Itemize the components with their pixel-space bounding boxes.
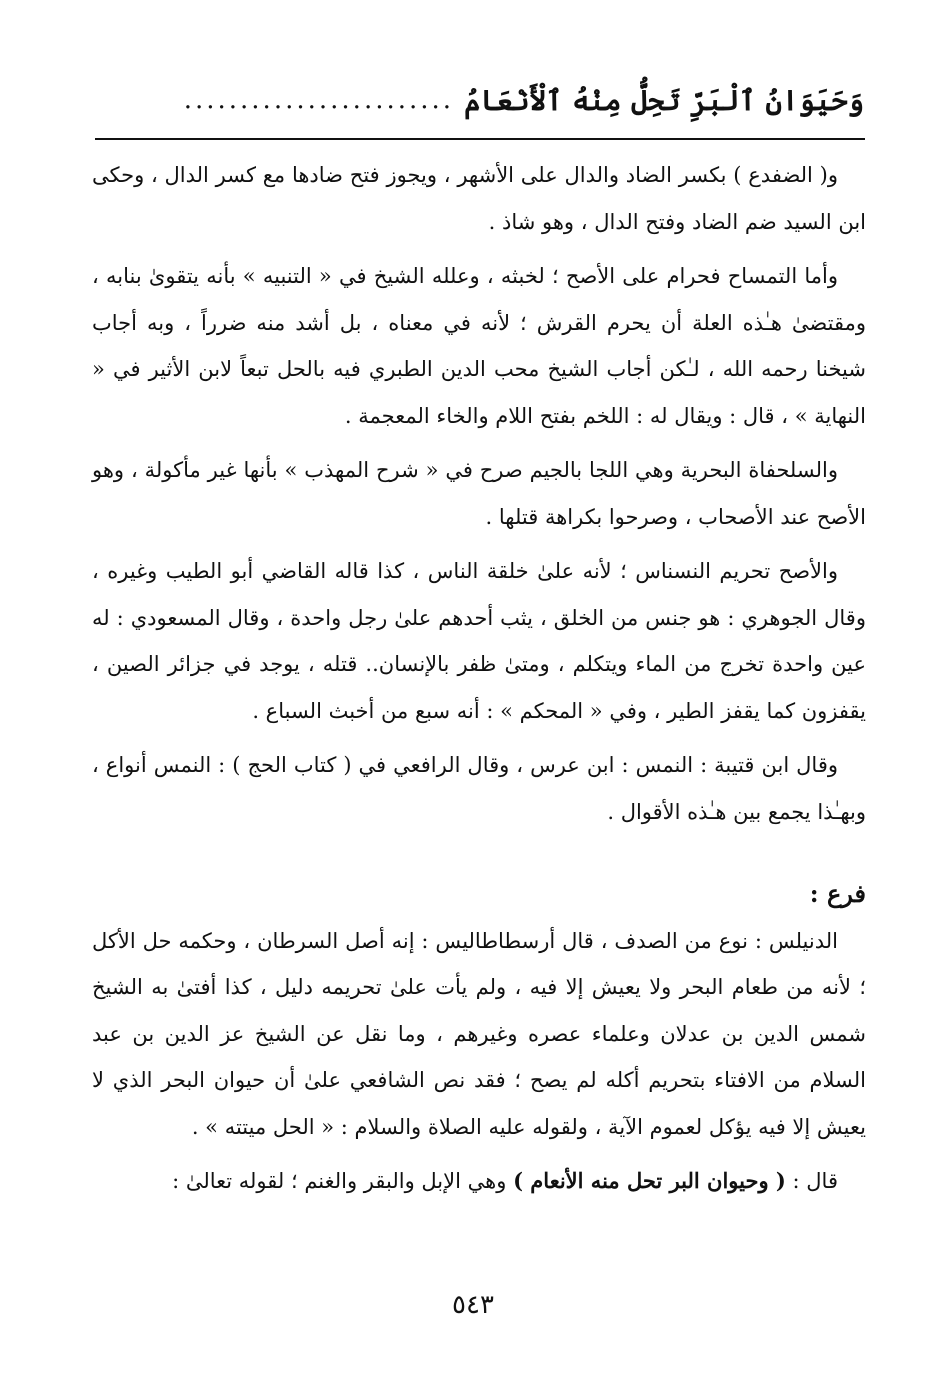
paragraph-nims: وقال ابن قتيبة : النمس : ابن عرس ، وقال الرافعي في ( كتاب الحج ) : النمس أنواع ، وبهـٰذا يجمع بين هـٰذه الأقوال . [92, 753, 866, 824]
paragraph-quote-line [92, 1158, 866, 1205]
paragraph-turtle: والسلحفاة البحرية وهي اللجا بالجيم صرح في « شرح المهذب » بأنها غير مأكولة ، وهو الأصح عند الأصحاب ، وصرحوا بكراهة قتلها . [92, 458, 866, 529]
section-heading: فرع : [809, 879, 866, 908]
quote-suffix: وهي الإبل والبقر والغنم ؛ لقوله تعالىٰ : [172, 1169, 507, 1193]
paragraph-frog: و( الضفدع ) بكسر الضاد والدال على الأشهر ، ويجوز فتح ضادها مع كسر الدال ، وحكى ابن السيد ضم الضاد وفتح الدال ، وهو شاذ . [92, 163, 866, 234]
matn-quote: ( وحيوان البر تحل منه الأنعام ) [513, 1168, 786, 1193]
header-dots: ........................ [183, 85, 455, 115]
header-title: وَحَيَوَانُ ٱلْبَرِّ تَحِلُّ مِنْهُ ٱلْأَنْعَامُ [464, 83, 864, 117]
paragraph-nasnas: والأصح تحريم النسناس ؛ لأنه علىٰ خلقة الناس ، كذا قاله القاضي أبو الطيب وغيره ، وقال الجوهري : هو جنس من الخلق ، يثب أحدهم علىٰ رجل واحدة ، وقال المسعودي : له عين واحدة تخرج من الماء ويتكلم ، ومتىٰ ظفر بالإنسان.. قتله ، يوجد في جزائر الصين ، يقفزون كما يقفز الطير ، وفي « المحكم » : أنه سبع من أخبث السباع . [92, 559, 866, 723]
running-header [95, 72, 864, 128]
header-rule [95, 138, 865, 140]
page-body [92, 152, 866, 1213]
page-number: ٥٤٣ [452, 1290, 494, 1320]
paragraph-dunaylis: الدنيلس : نوع من الصدف ، قال أرسطاطاليس : إنه أصل السرطان ، وحكمه حل الأكل ؛ لأنه من طعام البحر ولا يعيش إلا فيه ، ولم يأت علىٰ تحريمه دليل ، كذا أفتىٰ به الشيخ شمس الدين بن عدلان وعلماء عصره وغيرهم ، وما نقل عن الشيخ عز الدين بن عبد السلام من الافتاء بتحريم أكله لم يصح ؛ فقد نص الشافعي علىٰ أن حيوان البحر الذي لا يعيش إلا فيه يؤكل لعموم الآية ، ولقوله عليه الصلاة والسلام : « الحل ميتته » . [92, 928, 866, 1139]
paragraph-crocodile: وأما التمساح فحرام على الأصح ؛ لخبثه ، وعلله الشيخ في « التنبيه » بأنه يتقوىٰ بنابه ، ومقتضىٰ هـٰذه العلة أن يحرم القرش ؛ لأنه في معناه ، بل أشد منه ضرراً ، وبه أجاب شيخنا رحمه الله ، لـٰكن أجاب الشيخ محب الدين الطبري فيه بالحل تبعاً لابن الأثير في « النهاية » ، قال : ويقال له : اللخم بفتح اللام والخاء المعجمة . [92, 264, 866, 428]
quote-prefix: قال : [792, 1169, 838, 1193]
